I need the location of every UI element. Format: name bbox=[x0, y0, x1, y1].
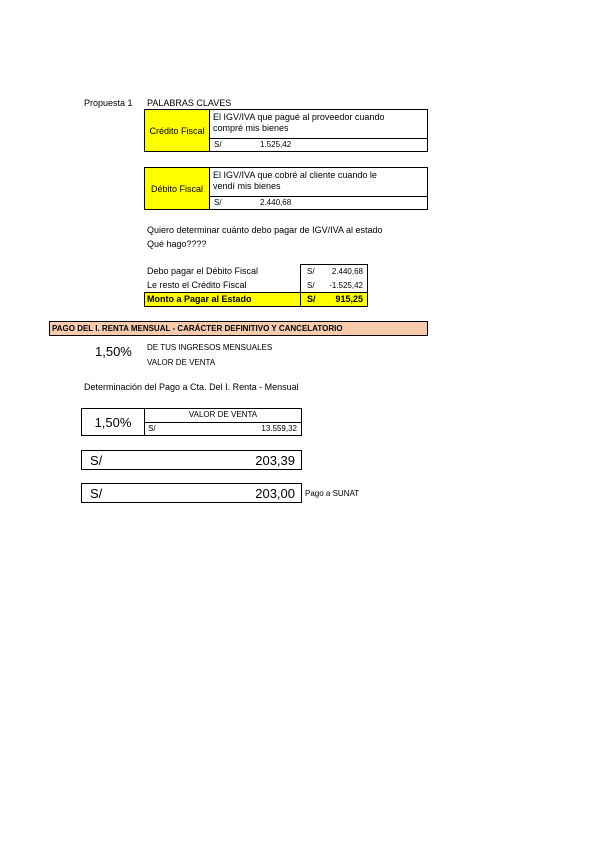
section-title: PAGO DEL I. RENTA MENSUAL - CARÁCTER DEFINITIVO Y CANCELATORIO bbox=[52, 324, 343, 333]
calc-row-1-label: Debo pagar el Débito Fiscal bbox=[147, 266, 259, 276]
debit-fiscal-label bbox=[144, 167, 210, 210]
calc-row-1-amount: 2.440,68 bbox=[331, 267, 363, 276]
result-2-box bbox=[81, 483, 302, 503]
total-row bbox=[144, 292, 368, 307]
credit-desc-line2: compré mis bienes bbox=[213, 123, 289, 133]
total-currency: S/ bbox=[307, 294, 316, 304]
credit-fiscal-label bbox=[144, 109, 210, 152]
result-1-currency: S/ bbox=[90, 453, 103, 468]
credit-currency: S/ bbox=[214, 140, 222, 149]
proposal-label: Propuesta 1 bbox=[84, 98, 133, 108]
sale-rate-value: 1,50% bbox=[94, 414, 132, 430]
debit-fiscal-text: Débito Fiscal bbox=[150, 183, 204, 194]
debit-desc-line1: El IGV/IVA que cobré al cliente cuando le bbox=[213, 170, 377, 180]
result-1-amount: 203,39 bbox=[255, 453, 295, 468]
determination-title: Determinación del Pago a Cta. Del I. Renta - Mensual bbox=[84, 382, 299, 392]
question-line2: Qué hago???? bbox=[147, 239, 207, 249]
credit-fiscal-text: Crédito Fiscal bbox=[149, 125, 205, 136]
result-1-box bbox=[81, 450, 302, 470]
total-amount: 915,25 bbox=[335, 294, 363, 304]
sale-rate-box bbox=[81, 408, 145, 436]
question-line1: Quiero determinar cuánto debo pagar de IGV/IVA al estado bbox=[147, 225, 383, 235]
sale-divider bbox=[145, 422, 301, 423]
result-2-currency: S/ bbox=[90, 486, 103, 501]
keywords-label: PALABRAS CLAVES bbox=[147, 98, 232, 108]
debit-amount-row bbox=[209, 196, 428, 210]
calc-row-2-currency: S/ bbox=[307, 281, 315, 290]
section-header bbox=[49, 321, 428, 336]
sale-amount: 13.559,32 bbox=[261, 424, 297, 433]
calc-row-2-amount: -1.525,42 bbox=[329, 281, 363, 290]
sale-value-box bbox=[144, 408, 302, 436]
debit-desc-line2: vendí mis bienes bbox=[213, 181, 281, 191]
credit-amount-row bbox=[209, 138, 428, 152]
sale-currency: S/ bbox=[148, 424, 156, 433]
total-divider bbox=[300, 292, 301, 307]
calc-row-1-currency: S/ bbox=[307, 267, 315, 276]
sale-value-header: VALOR DE VENTA bbox=[188, 410, 258, 419]
total-label: Monto a Pagar al Estado bbox=[147, 294, 252, 304]
rate-desc-line2: VALOR DE VENTA bbox=[147, 358, 216, 367]
sunat-note: Pago a SUNAT bbox=[305, 489, 360, 498]
rate-value: 1,50% bbox=[95, 344, 132, 359]
debit-amount: 2.440,68 bbox=[260, 198, 292, 207]
credit-amount: 1.525,42 bbox=[260, 140, 292, 149]
credit-description bbox=[209, 109, 428, 139]
rate-desc-line1: DE TUS INGRESOS MENSUALES bbox=[147, 343, 273, 352]
credit-desc-line1: El IGV/IVA que pagué al proveedor cuando bbox=[213, 112, 385, 122]
calc-row-2-label: Le resto el Crédito Fiscal bbox=[147, 280, 247, 290]
debit-currency: S/ bbox=[214, 198, 222, 207]
result-2-amount: 203,00 bbox=[255, 486, 295, 501]
debit-description bbox=[209, 167, 428, 197]
calc-amounts-box bbox=[300, 264, 368, 293]
